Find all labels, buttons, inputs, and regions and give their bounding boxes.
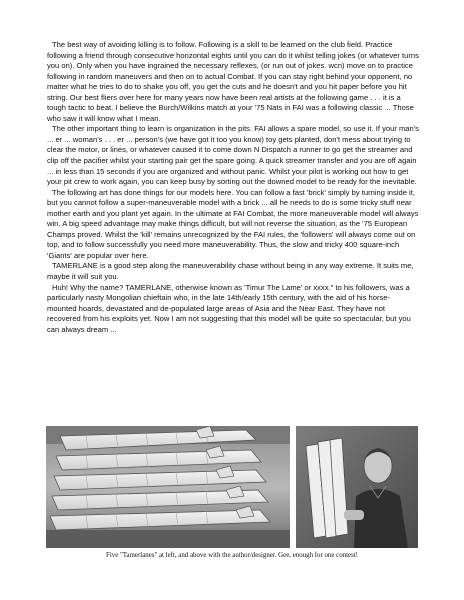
article-body (47, 40, 419, 335)
article-paragraph: Huh! Why the name? TAMERLANE, otherwise known as 'Timur The Lame' or xxxx." to his followers, was a particularly nasty Mongolian chieftain who, in the late 14th/early 15th century, with the aid of his horse-mounted hoards, devastated and de-populated large areas of Asia and the Near East. They have not recovered from his exploits yet. Now I am not suggesting that this model will be quite so spectacular, but you can always dream ... (47, 282, 411, 334)
author-photo (296, 426, 418, 548)
models-photo-graphic (46, 426, 290, 548)
article-paragraph: The following art has done things for our models here. You can follow a fast 'brick' simply by turning inside it, but you cannot follow a super-maneuverable model with a brick ... all he needs to do is some tricky stuff near mother earth and you plant yet again. In the ultimate at FAI Combat, the more maneuverable model will always win. A big speed advantage may make things difficult, but will not reverse the situation, as the '75 European Champs proved. Whilst the 'kill' remains unrecognized by the FAI rules, the 'followers' will always come out on top, and to follow successfully you need more maneuverability. Thus, the slow and tricky 400 square-inch 'Giants' are popular over here. (47, 187, 419, 260)
article-paragraph: The other important thing to learn is organization in the pits. FAI allows a spare model, so use it. If your man's ... er ... woman's . . . er ... person's (we have got it too you know) toy gets planted, don't mess about trying to clear the motor, or lines, or whatever caused it to come down N Dispatch a runner to go get the streamer and clip off the pacifier whilst your starting pair get the spare going. A quick streamer transfer and you are off again ... in less than 15 seconds if you are organized and without panic. Whilst your pilot is working out how to get your pit crew to work again, you can keep busy by sorting out the downed model to be ready for the inevitable. (47, 124, 419, 187)
models-photo (46, 426, 290, 548)
photo-caption: Five "Tamerlanes" at left, and above with the author/designer. Gee, enough for one contest! (106, 552, 358, 559)
author-photo-graphic (296, 426, 418, 548)
article-paragraph: TAMERLANE is a good step along the maneuverability chase without being in any way extreme. It suits me, maybe it will suit you. (47, 261, 414, 282)
article-paragraph: The best way of avoiding killing is to follow. Following is a skill to be learned on the club field. Practice following a friend through consecutive horizontal eights until you can do it whilst telling jokes (or whatever turns you on). Only when you have ingrained the necessary reflexes, (or run out of jokes. wcn) move on to practice following in random maneuvers and then on to actual Combat. If you can stay right behind your opponent, no matter what he tries to do to shake you off, you get the cuts and he doesn't and you hit paper before you hit string. Our best fliers over here for many years now have been real artists at the following game . . . it is a tough tactic to beat. I believe the Burch/Wilkins match at your '75 Nats in FAI was a following classic ... Those who saw it will know what I mean. (47, 40, 419, 123)
